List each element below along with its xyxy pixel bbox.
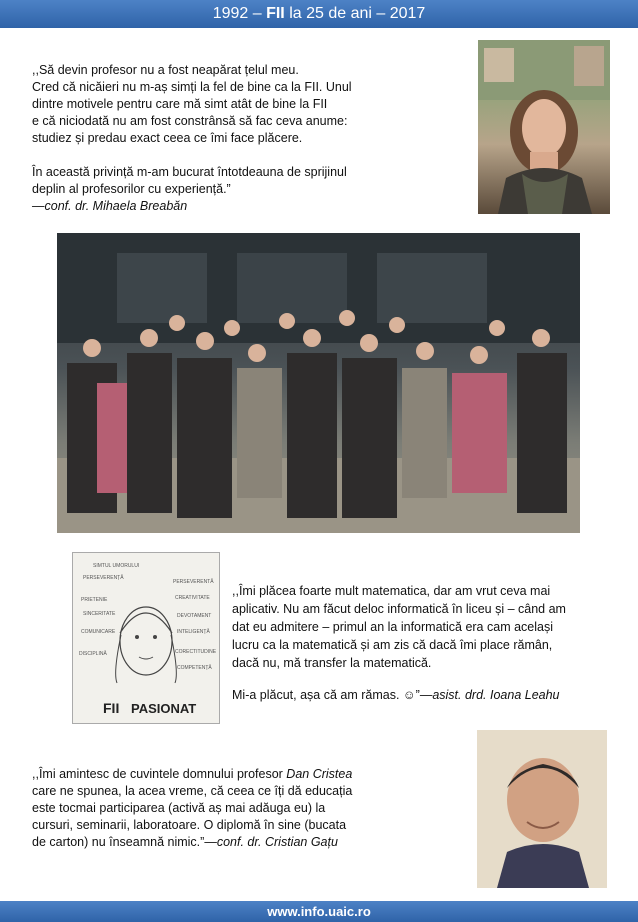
quote1-line: deplin al profesorilor cu experiență.” [32, 182, 231, 196]
header-title-fii: FII [266, 5, 285, 22]
sketch-word: PERSEVERENTĂ [173, 579, 214, 585]
quote3-line: care ne spunea, la acea vreme, că ceea ce îți dă educația [32, 784, 353, 798]
quote1-line: dintre motivele pentru care mă simt atât de bine la FII [32, 97, 328, 111]
sketch-word: COMPETENȚĂ [177, 665, 212, 671]
header-title-suffix: la 25 de ani – 2017 [284, 5, 426, 22]
group-photo-illustration [57, 233, 580, 533]
sketch-word: INTELIGENȚĂ [177, 629, 210, 635]
quote2-closing-line [232, 686, 602, 704]
sketch-word: DEVOTAMENT [177, 613, 212, 619]
quote-leahu [232, 582, 602, 704]
page-header [0, 0, 638, 28]
quote1-line: În această privință m-am bucurat întotdeauna de sprijinul [32, 165, 347, 179]
quote2-signature: —asist. drd. Ioana Leahu [419, 688, 560, 702]
sketch-word: PERSEVERENȚĂ [83, 575, 124, 581]
quote2-closing: Mi-a plăcut, așa că am rămas. ☺” [232, 688, 420, 702]
group-photo [57, 233, 580, 533]
quote1-line: studiez și predau exact ceea ce îmi face plăcere. [32, 131, 303, 145]
sketch-word: SINCERITATE [83, 611, 116, 617]
quote2-spacer [232, 672, 602, 686]
header-title-prefix: 1992 – [212, 5, 267, 22]
footer-url[interactable]: www.info.uaic.ro [267, 904, 371, 919]
sketch-word: PRIETENIE [81, 597, 108, 603]
sketch-word: COMUNICARE [81, 629, 116, 635]
sketch-word: CORECTITUDINE [175, 649, 217, 655]
quote1-line: ,,Să devin profesor nu a fost neapărat țelul meu. [32, 63, 299, 77]
sketch-word: DISCIPLINĂ [79, 651, 107, 657]
quote3-line: este tocmai participarea (activă aș mai adăuga eu) la [32, 801, 326, 815]
quote1-signature: —conf. dr. Mihaela Breabăn [32, 199, 188, 213]
page-footer [0, 901, 638, 922]
quote-gatu [32, 766, 432, 851]
sketch-word: CREATIVITATE [175, 595, 210, 601]
quote1-spacer [32, 147, 452, 164]
quote1-line: e că niciodată nu am fost constrânsă să fac ceva anume: [32, 114, 348, 128]
portrait-photo-man [477, 730, 607, 888]
sketch-drawing [72, 552, 220, 724]
quote3-line [32, 834, 432, 851]
quote3-line [32, 766, 432, 783]
portrait-woman-illustration [478, 40, 610, 214]
quote3-signature: —conf. dr. Cristian Gațu [204, 835, 338, 849]
portrait-photo-woman [478, 40, 610, 214]
sketch-logo: FII [103, 700, 120, 716]
quote2-line: ,,Îmi plăcea foarte mult matematica, dar am vrut ceva mai [232, 584, 551, 598]
quote3-last: de carton) nu înseamnă nimic.” [32, 835, 205, 849]
quote2-line: dacă nu, mă transfer la matematică. [232, 656, 432, 670]
quote2-line: dat eu admitere – primul an la informatică era cam același [232, 620, 553, 634]
quote3-prefix: ,,Îmi amintesc de cuvintele domnului profesor [32, 767, 287, 781]
quote1-line: Cred că nicăieri nu m-aș simți la fel de bine ca la FII. Unul [32, 80, 352, 94]
sketch-banner: PASIONAT [131, 701, 197, 716]
quote2-line: lucru ca la matematică și am zis că dacă îmi place rămân, [232, 638, 553, 652]
sketch-portrait-illustration [73, 553, 219, 723]
quote2-line: aplicativ. Nu am făcut deloc informatică în liceu și – când am [232, 602, 566, 616]
portrait-man-illustration [477, 730, 607, 888]
sketch-word: SIMTUL UMORULUI [93, 563, 140, 569]
quote3-line: cursuri, seminarii, laboratoare. O diplomă în sine (bucata [32, 818, 347, 832]
quote-breaban [32, 62, 452, 215]
quote3-name: Dan Cristea [286, 767, 353, 781]
